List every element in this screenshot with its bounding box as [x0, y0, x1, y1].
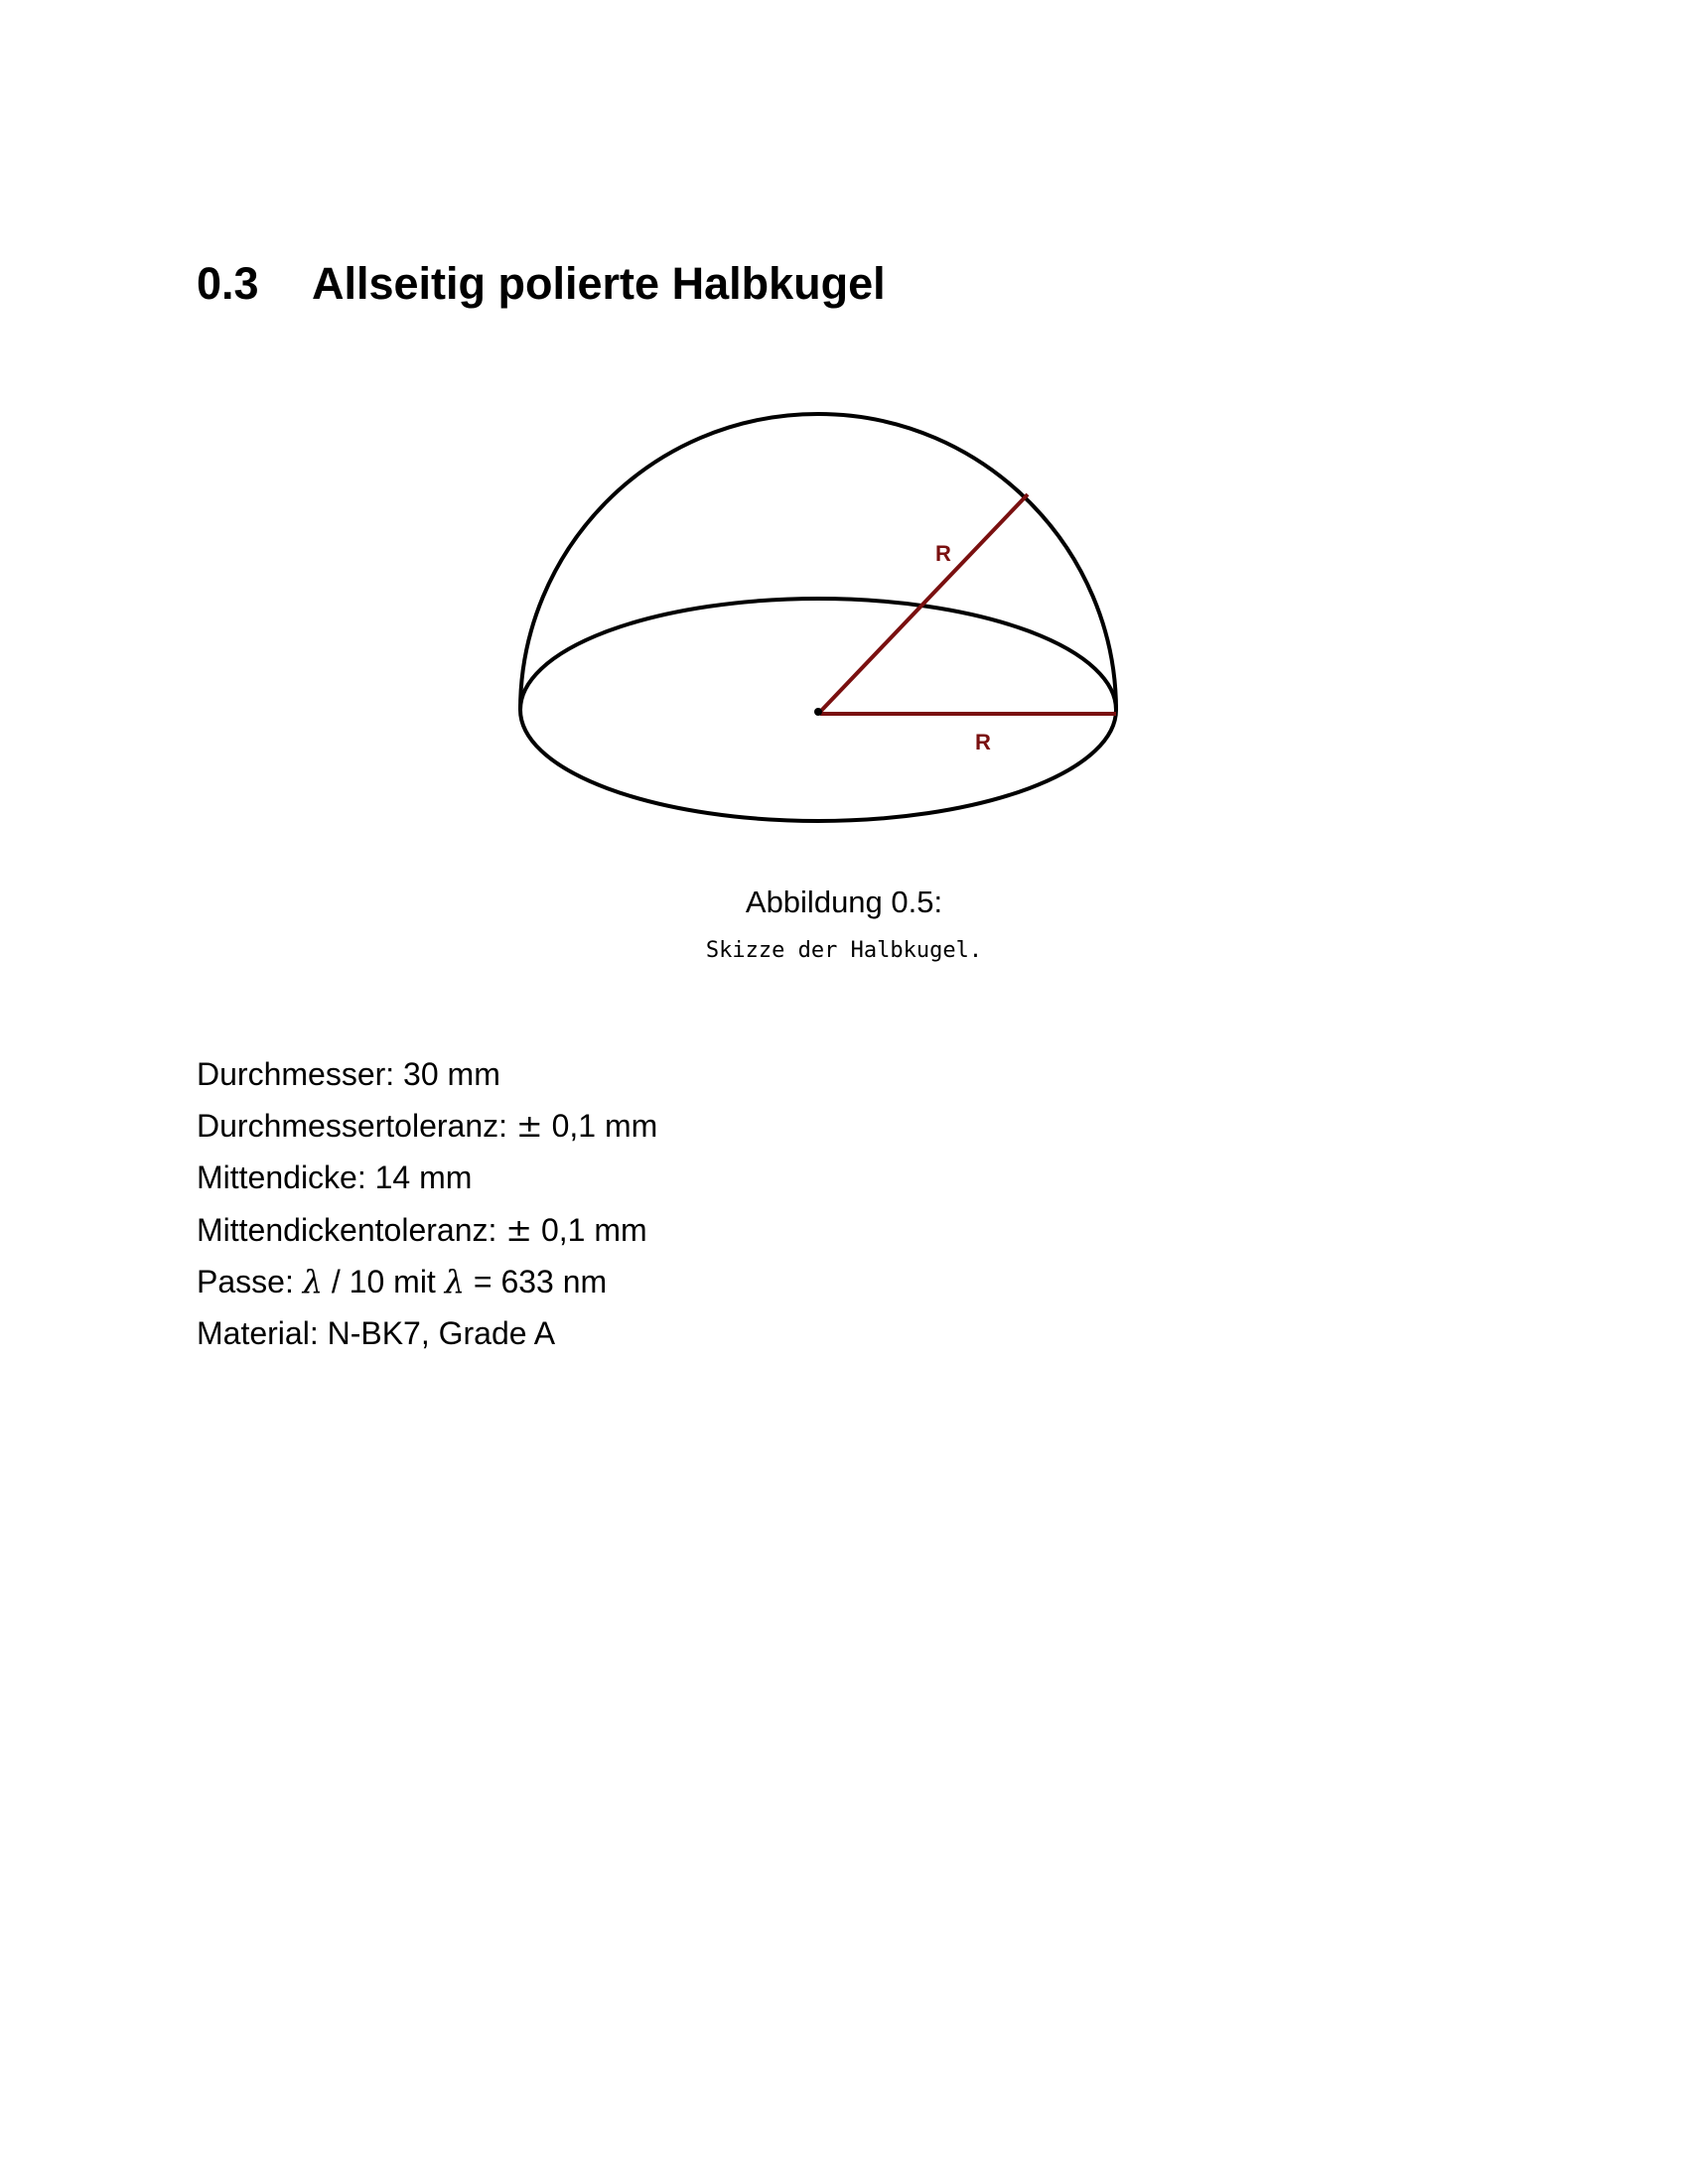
spec-material [197, 1307, 1190, 1359]
spec-diameter-tolerance-label: Durchmessertoleranz: [197, 1108, 507, 1145]
plus-minus-symbol: ± [515, 1107, 543, 1146]
section-title: Allseitig polierte Halbkugel [312, 258, 886, 309]
spec-center-thickness-tolerance-value: 0,1 mm [540, 1211, 647, 1248]
spec-center-thickness [197, 1152, 1190, 1203]
spec-center-thickness-label: Mittendicke: [197, 1160, 366, 1196]
spec-diameter [197, 1048, 1190, 1100]
radius-label-diagonal: R [935, 541, 951, 566]
spec-fit-label: Passe: [197, 1263, 294, 1299]
center-point [814, 708, 822, 716]
lambda-symbol: λ [444, 1262, 465, 1300]
spec-fit [197, 1256, 1190, 1307]
spec-diameter-label: Durchmesser: [197, 1056, 395, 1092]
spec-list [197, 1048, 1190, 1359]
radius-label-horizontal: R [975, 730, 991, 754]
lambda-symbol: λ [302, 1262, 323, 1300]
figure-caption-label: Abbildung 0.5: [745, 885, 943, 919]
spec-center-thickness-tolerance [197, 1204, 1190, 1256]
hemisphere-dome-outline [520, 414, 1116, 710]
spec-fit-wavelength: = 633 nm [473, 1263, 608, 1299]
figure-caption-text: Skizze der Halbkugel. [705, 938, 983, 963]
spec-center-thickness-tolerance-label: Mittendickentoleranz: [197, 1211, 497, 1248]
section-number: 0.3 [197, 258, 259, 309]
radius-line-diagonal [820, 494, 1028, 712]
spec-material-label: Material: [197, 1315, 319, 1352]
spec-material-value: N-BK7, Grade A [327, 1315, 556, 1352]
spec-diameter-value: 30 mm [403, 1056, 500, 1092]
spec-fit-ratio: / 10 mit [331, 1263, 436, 1299]
spec-center-thickness-value: 14 mm [374, 1160, 473, 1196]
hemisphere-sketch [510, 402, 1136, 879]
section-heading [197, 258, 886, 309]
hemisphere-figure [510, 402, 1136, 879]
spec-diameter-tolerance-value: 0,1 mm [551, 1108, 658, 1145]
plus-minus-symbol: ± [505, 1210, 533, 1249]
spec-diameter-tolerance [197, 1100, 1190, 1152]
